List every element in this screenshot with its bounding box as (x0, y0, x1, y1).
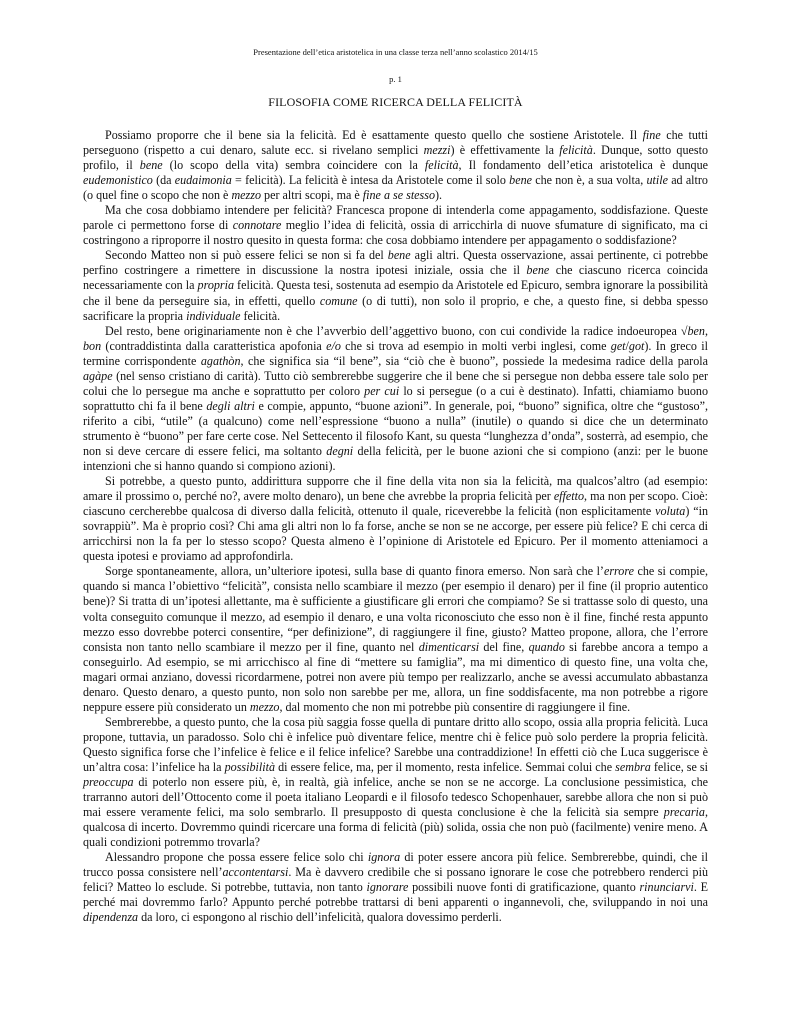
paragraph: Sembrerebbe, a questo punto, che la cosa più saggia fosse quella di puntare dritto allo scopo, ossia alla propria felicità. Luca propone, tuttavia, un paradosso. Solo chi è infelice può diventare felice, mentre chi è felice può solo perdere la propria felicità. Questo significa forse che l’infelice è felice e il felice infelice? Sarebbe una contraddizione! In effetti ciò che Luca suggerisce è un’altra cosa: l’infelice ha la possibilità di essere felice, ma, per il momento, resta infelice. Semmai colui che sembra felice, se si preoccupa di poterlo non essere più, è, in realtà, già infelice, anche se non se ne accorge. La conclusione pessimistica, che trarranno autori dell’Ottocento come il poeta italiano Leopardi e il filosofo tedesco Schopenhauer, sarebbe allora che non si può mai essere veramente felici, ma solo sembrarlo. Il presupposto di questa conclusione è che la felicità sia sempre precaria, qualcosa di incerto. Dovremmo quindi ricercare una forma di felicità (più) solida, ossia che non può (facilmente) venire meno. A quali condizioni potremmo trovarla? (83, 714, 708, 850)
running-header: Presentazione dell’etica aristotelica in una classe terza nell’anno scolastico 2014/15 (253, 47, 538, 57)
paragraph: Ma che cosa dobbiamo intendere per felicità? Francesca propone di intenderla come appagamento, soddisfazione. Queste parole ci permettono forse di connotare meglio l’idea di felicità, ossia di arricchirla di nuove sfumature di significato, ma ci costringono a riproporre il nostro quesito in questa forma: che cosa dobbiamo intendere per appagamento o soddisfazione? (83, 203, 708, 248)
page-number: p. 1 (389, 74, 402, 84)
paragraph: Del resto, bene originariamente non è che l’avverbio dell’aggettivo buono, con cui condivide la radice indoeuropea √ben, bon (contraddistinta dalla caratteristica apofonia e/o che si trova ad esempio in molti verbi inglesi, come get/got). In greco il termine corrispondente agathòn, che significa sia “il bene”, sia “ciò che è buono”, possiede la medesima radice della parola agàpe (nel senso cristiano di carità). Tutto ciò sembrerebbe suggerire che il bene che si persegue non debba essere tale solo per colui che lo persegue ma anche e soprattutto per coloro per cui lo si persegue (o a cui è destinato). Infatti, chiamiamo buono soprattutto chi fa il bene degli altri e compie, appunto, “buone azioni”. In generale, poi, “buono” significa, oltre che “gustoso”, riferito a cibi, “utile” (a qualcuno) come nell’espressione “buono a nulla” (inutile) o quando si dice che un determinato strumento è “buono” per fare certe cose. Nel Settecento il filosofo Kant, su questa “lunghezza d’onda”, sosterrà, ad esempio, che non si deve cercare di essere felici, ma soltanto degni della felicità, per le buone azioni che si compiono (anzi: per le buone intenzioni che si hanno quando si compiono azioni). (83, 323, 708, 474)
paragraph: Si potrebbe, a questo punto, addirittura supporre che il fine della vita non sia la felicità, ma qualcos’altro (ad esempio: amare il prossimo o, perché no?, avere molto denaro), un bene che avrebbe la propria felicità per effetto, ma non per scopo. Cioè: ciascuno cercherebbe qualcosa di diverso dalla felicità, ottenuto il quale, riceverebbe la felicità (non esplicitamente voluta) “in sovrappiù”. Ma è proprio così? Chi ama gli altri non lo fa forse, anche se non se ne accorge, per essere più felice? E chi cerca di arricchirsi non la fa per lo stesso scopo? Questa almeno è l’opinione di Aristotele ed Epicuro. Per il momento atteniamoci a questa ipotesi e proviamo ad approfondirla. (83, 474, 708, 564)
paragraph: Secondo Matteo non si può essere felici se non si fa del bene agli altri. Questa osservazione, assai pertinente, ci potrebbe perfino costringere a rimettere in discussione la nostra ipotesi iniziale, ossia che il bene che ciascuno ricerca coincida necessariamente con la propria felicità. Questa tesi, sostenuta ad esempio da Aristotele ed Epicuro, sembra ignorare la possibilità che il bene da perseguire sia, in effetti, quello comune (o di tutti), non solo il proprio, e che, a questo fine, si debba spesso sacrificare la propria individuale felicità. (83, 248, 709, 323)
document-title: FILOSOFIA COME RICERCA DELLA FELICITÀ (268, 95, 523, 109)
paragraph: Alessandro propone che possa essere felice solo chi ignora di poter essere ancora più felice. Sembrerebbe, quindi, che il trucco possa consistere nell’accontentarsi. Ma è davvero credibile che si possano ignorare le cose che potrebbero renderci più felici? Matteo lo esclude. Si potrebbe, tuttavia, non tanto ignorare possibili nuove fonti di gratificazione, quanto rinunciarvi. E perché mai dovremmo farlo? Appunto perché potrebbe trattarsi di beni apparenti o ingannevoli, che, sviluppando in noi una dipendenza da loro, ci espongono al rischio dell’infelicità, qualora dovessimo perderli. (83, 850, 709, 925)
document-body (83, 128, 708, 925)
paragraph: Sorge spontaneamente, allora, un’ulteriore ipotesi, sulla base di quanto finora emerso. Non sarà che l’errore che si compie, quando si manca l’obiettivo “felicità”, consista nello scambiare il mezzo (per esempio il denaro) per il fine (il proprio autentico bene)? Si tratta di un’ipotesi allettante, ma è sufficiente a giustificare gli errori che compiamo? Se si trattasse solo di questo, una volta conseguito comunque il mezzo, ad esempio il denaro, e una volta riconosciuto che esso non è il fine, finché resta appunto mezzo esso dovrebbe poterci consentire, “per definizione”, di raggiungere il fine, giusto? Matteo propone, allora, che l’errore consista non tanto nello scambiare il mezzo per il fine, quanto nel dimenticarsi del fine, quando si farebbe ancora a tempo a conseguirlo. Ad esempio, se mi arricchisco al fine di “mettere su famiglia”, ma mi dimentico di questo fine, una volta che, magari ormai anziano, dovessi ricordarmene, potrei non avere più tempo per realizzarlo, anche se avessi accumulato abbastanza denaro. Questo denaro, a questo punto, non solo non sarebbe per me, allora, un fine soddisfacente, ma non potrebbe a rigore neppure essere più considerato un mezzo, dal momento che non mi potrebbe più consentire di raggiungere il fine. (83, 564, 708, 714)
paragraph: Possiamo proporre che il bene sia la felicità. Ed è esattamente questo quello che sostiene Aristotele. Il fine che tutti perseguono (rispetto a cui denaro, salute ecc. si rivelano semplici mezzi) è effettivamente la felicità. Dunque, sotto questo profilo, il bene (lo scopo della vita) sembra coincidere con la felicità, Il fondamento dell’etica aristotelica è dunque eudemonistico (da eudaimonia = felicità). La felicità è intesa da Aristotele come il solo bene che non è, a sua volta, utile ad altro (o quel fine o scopo che non è mezzo per altri scopi, ma è fine a se stesso). (83, 128, 709, 203)
